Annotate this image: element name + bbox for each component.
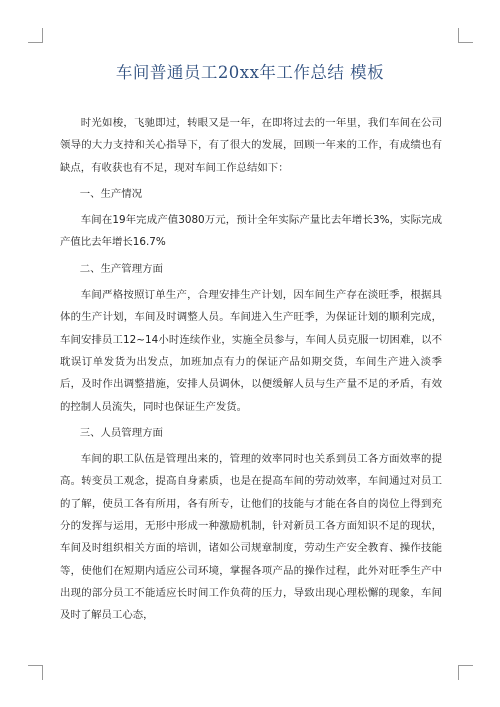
crop-mark-bottom-right <box>458 665 473 680</box>
crop-mark-bottom-left <box>28 665 43 680</box>
intro-paragraph: 时光如梭，飞驰即过，转眼又是一年，在即将过去的一年里，我们车间在公司领导的大力支持和关心指导下，有了很大的发展，回顾一年来的工作，有成绩也有缺点，有收获也有不足，现对车间工作总结如下： <box>60 117 442 174</box>
crop-mark-top-right <box>458 28 473 43</box>
section-heading-personnel-management: 三、人员管理方面 <box>79 426 163 439</box>
document-body <box>60 112 442 627</box>
crop-mark-top-left <box>28 28 43 43</box>
section-heading-production-management: 二、生产管理方面 <box>79 262 163 275</box>
section-heading-production: 一、生产情况 <box>79 187 143 200</box>
production-management-paragraph: 车间严格按照订单生产，合理安排生产计划，因车间生产存在淡旺季，根据具体的生产计划，车间及时调整人员。车间进入生产旺季，为保证计划的顺利完成，车间安排员工12~14小时连续作业，实施全员参与，车间人员克服一切困难，以不耽误订单发货为出发点，加班加点有力的保证产品如期交货，车间生产进入淡季后，及时作出调整措施，安排人员调休，以便缓解人员与生产量不足的矛盾，有效的控制人员流失，同时也保证生产发货。 <box>60 289 442 413</box>
document-title: 车间普通员工20xx年工作总结 模板 <box>115 63 385 82</box>
personnel-management-paragraph: 车间的职工队伍是管理出来的，管理的效率同时也关系到员工各方面效率的提高。转变员工观念，提高自身素质，也是在提高车间的劳动效率，车间通过对员工的了解，使员工各有所用，各有所专，让他们的技能与才能在各自的岗位上得到充分的发挥与运用，无形中形成一种激励机制，针对新员工各方面知识不足的现状，车间及时组织相关方面的培训，诸如公司规章制度，劳动生产安全教育、操作技能等，使他们在短期内适应公司环境，掌握各项产品的操作过程，此外对旺季生产中出现的部分员工不能适应长时间工作负荷的压力，导致出现心理松懈的现象，车间及时了解员工心态， <box>60 453 442 622</box>
production-paragraph: 车间在19年完成产值3080万元，预计全年实际产量比去年增长3%，实际完成产值比去年增长16.7% <box>60 214 442 249</box>
